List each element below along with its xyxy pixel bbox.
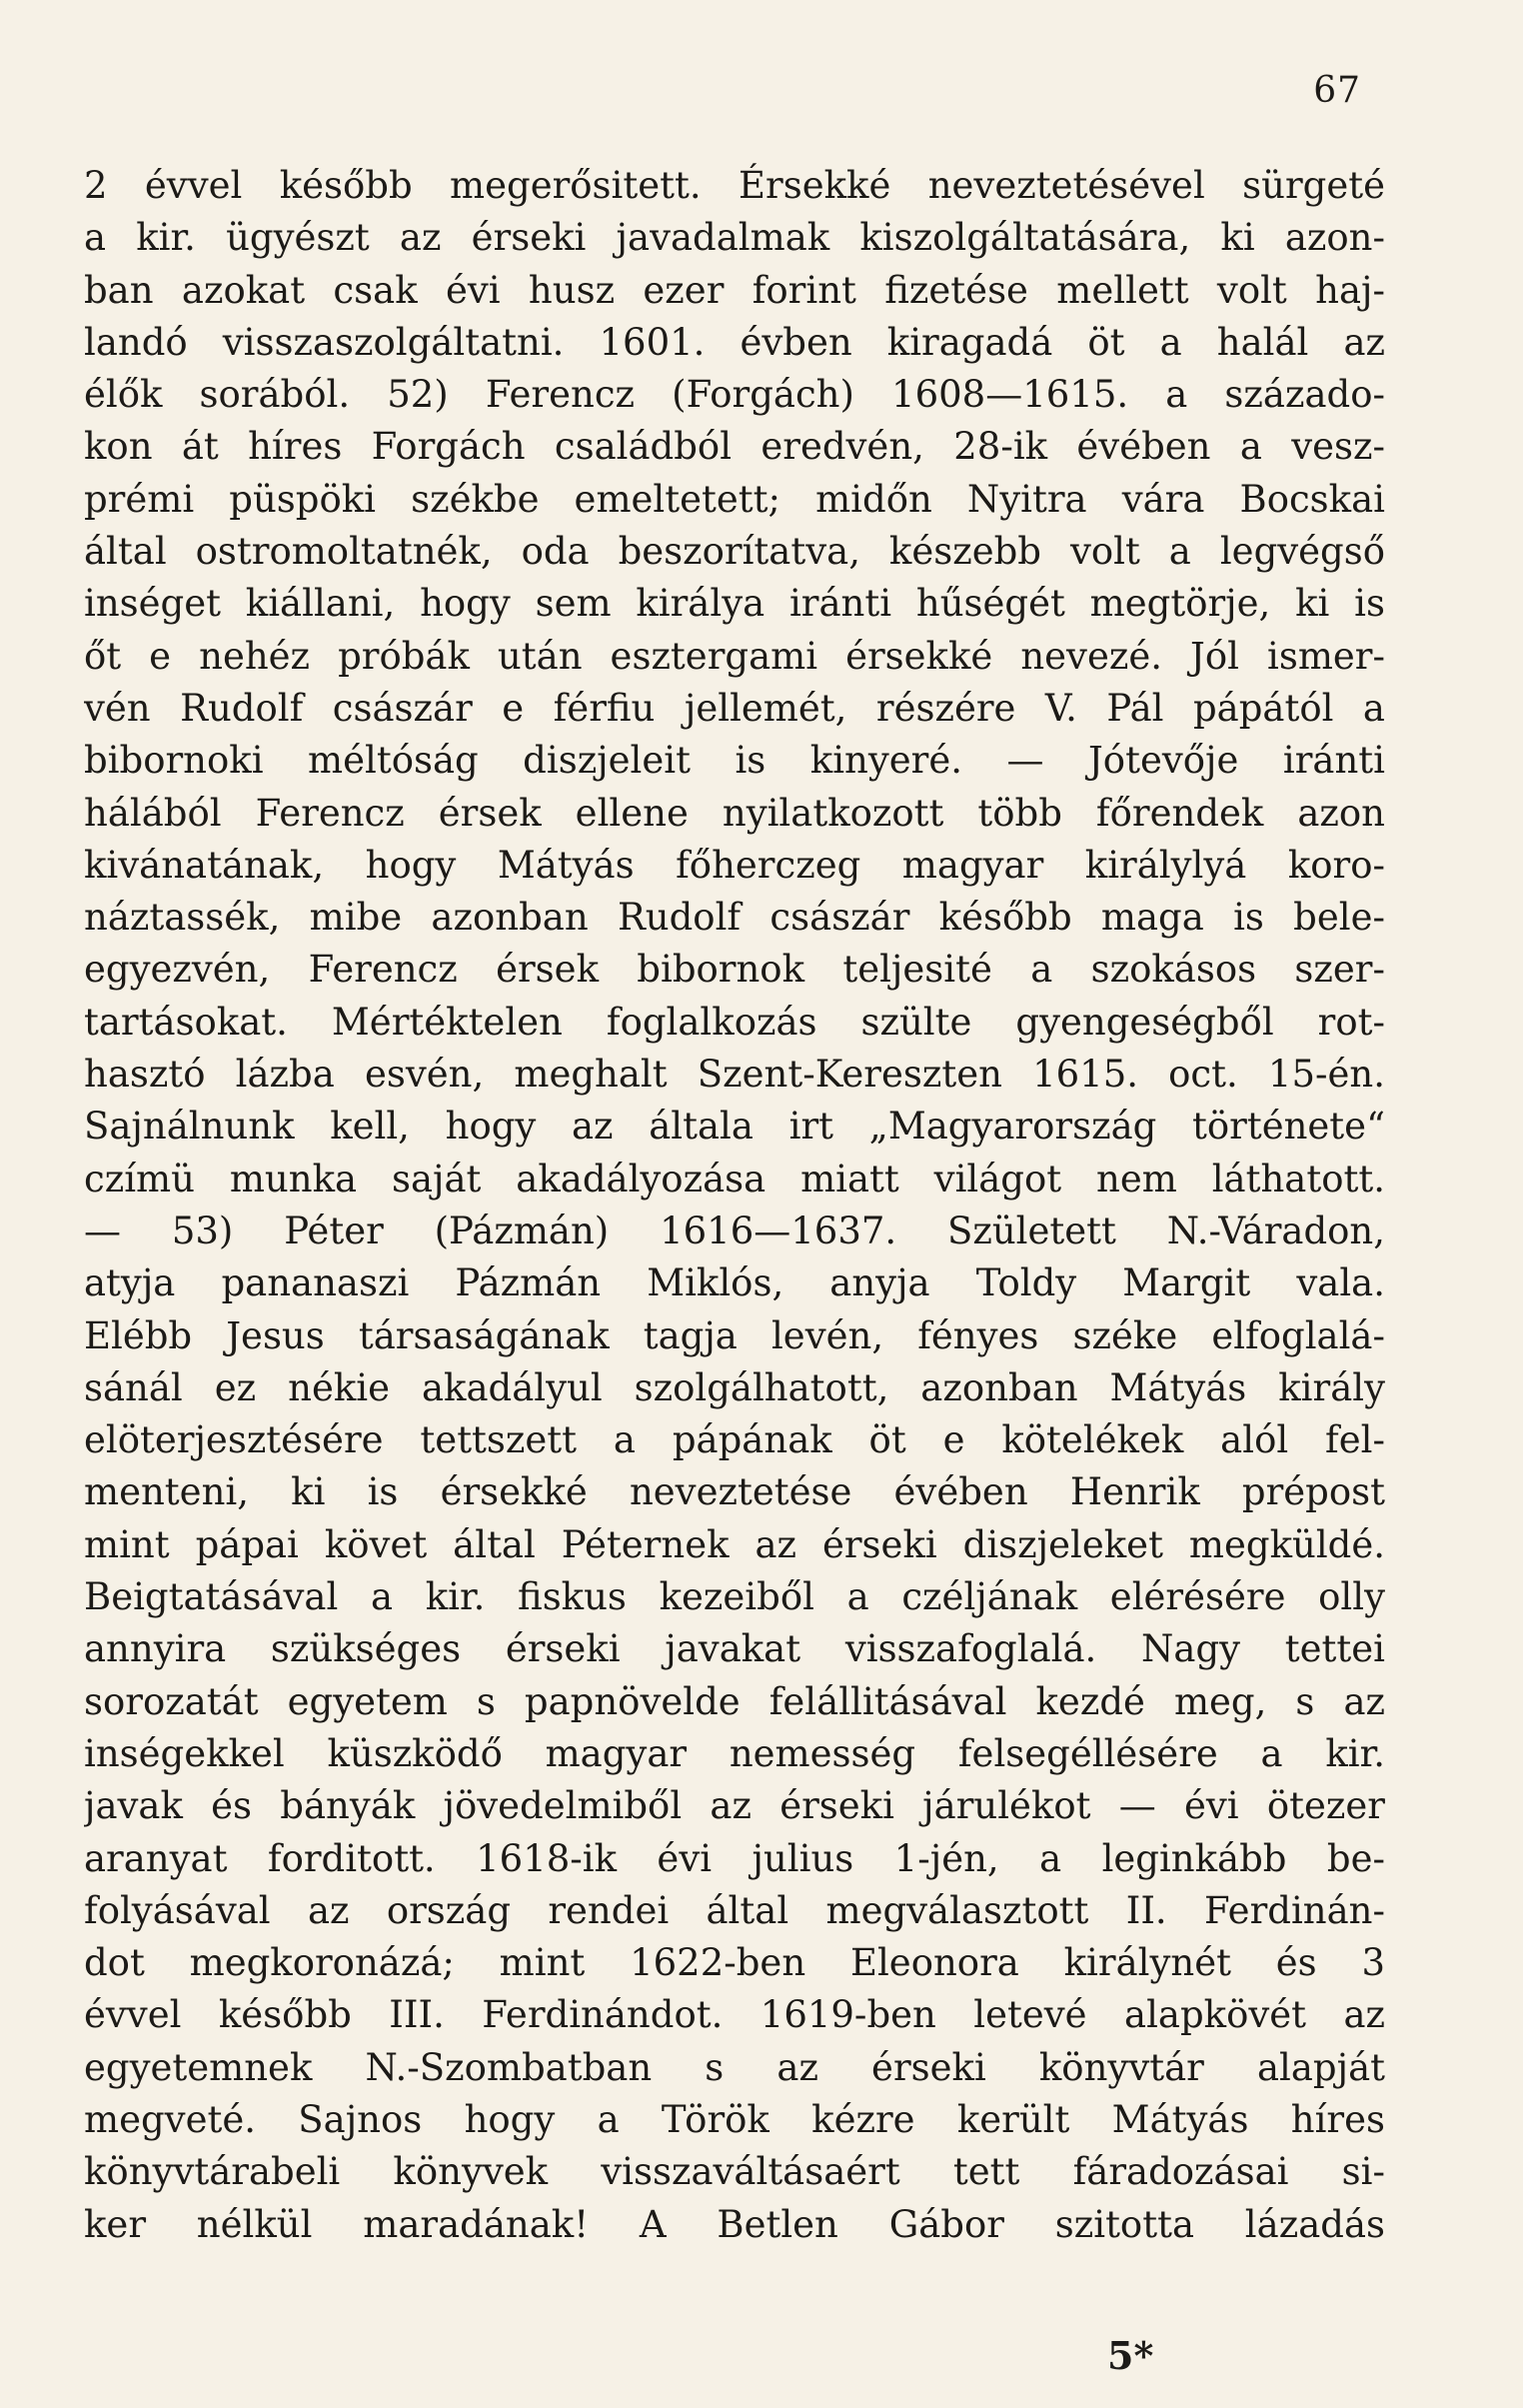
text-line: hálából Ferencz érsek ellene nyilatkozott több főrendek azon xyxy=(84,791,1385,835)
text-line: — 53) Péter (Pázmán) 1616—1637. Született N.-Váradon, xyxy=(84,1208,1385,1252)
text-line: inségekkel küszködő magyar nemesség felsegéllésére a kir. xyxy=(84,1731,1385,1775)
text-line: Elébb Jesus társaságának tagja levén, fényes széke elfoglalá- xyxy=(84,1313,1385,1357)
text-line: prémi püspöki székbe emeltetett; midőn Nyitra vára Bocskai xyxy=(84,477,1385,521)
text-line: folyásával az ország rendei által megválasztott II. Ferdinán- xyxy=(84,1888,1385,1932)
text-line: megveté. Sajnos hogy a Török kézre került Mátyás híres xyxy=(84,2097,1385,2141)
text-line: atyja pananaszi Pázmán Miklós, anyja Toldy Margit vala. xyxy=(84,1261,1385,1305)
sheet-signature: 5* xyxy=(1107,2333,1154,2378)
text-line: által ostromoltatnék, oda beszorítatva, készebb volt a legvégső xyxy=(84,530,1385,574)
text-line: ker nélkül maradának! A Betlen Gábor szitotta lázadás xyxy=(84,2202,1385,2246)
text-line: elöterjesztésére tettszett a pápának öt e kötelékek alól fel- xyxy=(84,1418,1385,1462)
text-line: Beigtatásával a kir. fiskus kezeiből a czéljának elérésére olly xyxy=(84,1575,1385,1619)
page-number: 67 xyxy=(1313,70,1361,111)
text-line: tartásokat. Mértéktelen foglalkozás szülte gyengeségből rot- xyxy=(84,1000,1385,1044)
text-line: őt e nehéz próbák után esztergami érsekké nevezé. Jól ismer- xyxy=(84,634,1385,678)
text-line: sánál ez nékie akadályul szolgálhatott, azonban Mátyás király xyxy=(84,1365,1385,1409)
text-line: a kir. ügyészt az érseki javadalmak kiszolgáltatására, ki azon- xyxy=(84,216,1385,260)
text-line: bibornoki méltóság diszjeleit is kinyeré. — Jótevője iránti xyxy=(84,739,1385,783)
text-line: aranyat forditott. 1618-ik évi julius 1-jén, a leginkább be- xyxy=(84,1836,1385,1880)
text-line: vén Rudolf császár e férfiu jellemét, részére V. Pál pápától a xyxy=(84,686,1385,730)
text-line: élők sorából. 52) Ferencz (Forgách) 1608—1615. a százado- xyxy=(84,373,1385,417)
text-line: dot megkoronázá; mint 1622-ben Eleonora királynét és 3 xyxy=(84,1941,1385,1985)
text-line: 2 évvel később megerősitett. Érsekké neveztetésével sürgeté xyxy=(84,164,1385,207)
text-line: inséget kiállani, hogy sem királya iránti hűségét megtörje, ki is xyxy=(84,582,1385,626)
text-line: hasztó lázba esvén, meghalt Szent-Kereszten 1615. oct. 15-én. xyxy=(84,1053,1385,1097)
text-line: ban azokat csak évi husz ezer forint fizetése mellett volt haj- xyxy=(84,268,1385,312)
text-line: sorozatát egyetem s papnövelde felállitásával kezdé meg, s az xyxy=(84,1679,1385,1723)
text-line: náztassék, mibe azonban Rudolf császár később maga is bele- xyxy=(84,896,1385,940)
text-line: könyvtárabeli könyvek visszaváltásaért tett fáradozásai si- xyxy=(84,2150,1385,2194)
text-line: landó visszaszolgáltatni. 1601. évben kiragadá öt a halál az xyxy=(84,320,1385,364)
text-line: mint pápai követ által Péternek az érseki diszjeleket megküldé. xyxy=(84,1522,1385,1566)
text-line: kon át híres Forgách családból eredvén, 28-ik évében a vesz- xyxy=(84,425,1385,469)
text-line: javak és bányák jövedelmiből az érseki járulékot — évi ötezer xyxy=(84,1784,1385,1828)
text-line: egyetemnek N.-Szombatban s az érseki könyvtár alapját xyxy=(84,2045,1385,2089)
text-line: kivánatának, hogy Mátyás főherczeg magyar királylyá koro- xyxy=(84,843,1385,887)
text-line: annyira szükséges érseki javakat visszafoglalá. Nagy tettei xyxy=(84,1627,1385,1671)
body-text xyxy=(84,160,1385,2251)
text-line: czímü munka saját akadályozása miatt világot nem láthatott. xyxy=(84,1157,1385,1201)
text-line: évvel később III. Ferdinándot. 1619-ben letevé alapkövét az xyxy=(84,1993,1385,2037)
text-line: egyezvén, Ferencz érsek bibornok teljesité a szokásos szer- xyxy=(84,948,1385,992)
text-line: Sajnálnunk kell, hogy az általa irt „Magyarország története“ xyxy=(84,1105,1385,1149)
text-line: menteni, ki is érsekké neveztetése évében Henrik prépost xyxy=(84,1470,1385,1514)
